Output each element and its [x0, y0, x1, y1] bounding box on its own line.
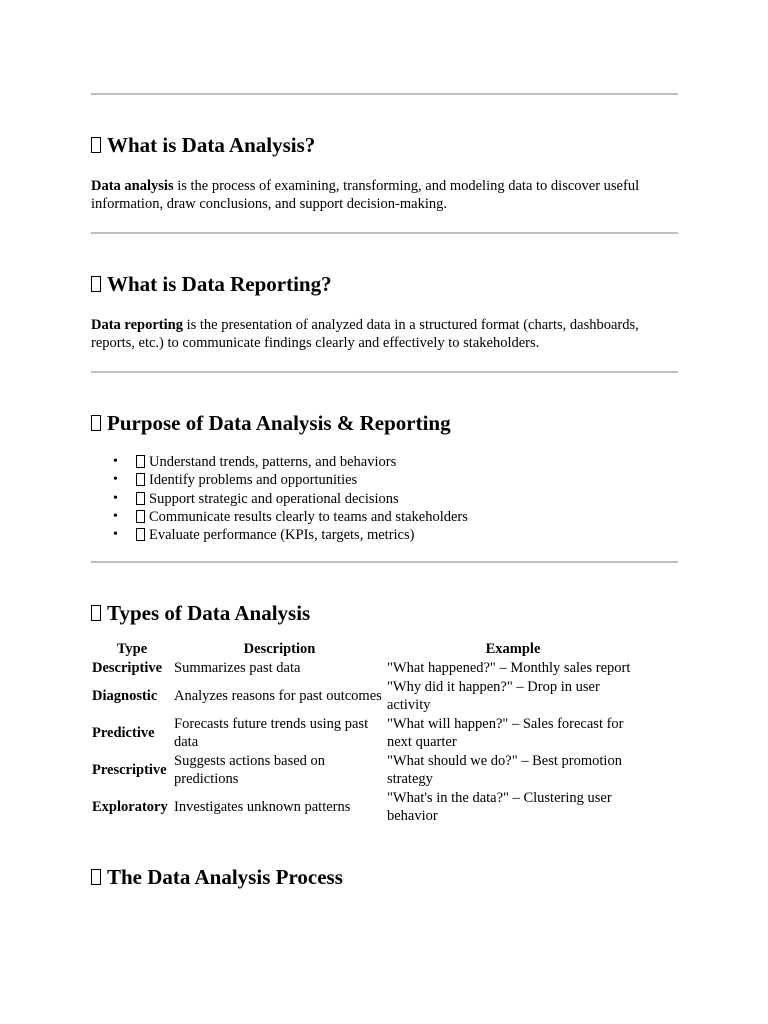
list-item: [91, 453, 678, 471]
list-item: [91, 471, 678, 489]
missing-glyph-icon: [136, 473, 145, 486]
divider: [91, 561, 678, 563]
reporting-term: Data reporting: [91, 317, 183, 333]
document-page: [91, 93, 678, 890]
description-cell: Forecasts future trends using past data: [174, 716, 369, 750]
missing-glyph-icon: [91, 869, 101, 885]
missing-glyph-icon: [91, 137, 101, 153]
table-header-row: [91, 641, 640, 659]
missing-glyph-icon: [91, 415, 101, 431]
analysis-title: What is Data Analysis?: [107, 133, 316, 157]
table-row: [91, 789, 640, 826]
list-item-text: Evaluate performance (KPIs, targets, metrics): [149, 527, 415, 544]
missing-glyph-icon: [136, 528, 145, 541]
divider: [91, 232, 678, 234]
reporting-heading: [91, 271, 678, 297]
column-header: Description: [243, 641, 316, 658]
analysis-term: Data analysis: [91, 178, 174, 194]
purpose-heading: [91, 410, 678, 436]
list-item-text: Communicate results clearly to teams and stakeholders: [149, 508, 468, 525]
reporting-text: is the presentation of analyzed data in a structured format (charts, dashboards, reports, etc.) to communicate findings clearly and effectively to stakeholders.: [91, 317, 639, 351]
list-item-text: Support strategic and operational decisions: [149, 490, 399, 507]
description-cell: Summarizes past data: [174, 659, 301, 676]
table-row: [91, 752, 640, 789]
type-cell: Diagnostic: [92, 688, 158, 705]
divider: [91, 371, 678, 373]
analysis-definition: [91, 178, 678, 213]
description-cell: Analyzes reasons for past outcomes: [174, 688, 382, 705]
example-cell: "What should we do?" – Best promotion strategy: [387, 753, 622, 787]
missing-glyph-icon: [136, 510, 145, 523]
list-item: [91, 526, 678, 544]
missing-glyph-icon: [91, 276, 101, 292]
bullet-icon: •: [113, 508, 118, 524]
table-row: [91, 659, 640, 679]
missing-glyph-icon: [136, 455, 145, 468]
list-item: [91, 490, 678, 508]
types-title: Types of Data Analysis: [107, 601, 311, 626]
table-row: [91, 678, 640, 715]
example-cell: "Why did it happen?" – Drop in user activity: [387, 679, 600, 713]
example-cell: "What will happen?" – Sales forecast for next quarter: [387, 716, 624, 750]
missing-glyph-icon: [136, 492, 145, 505]
purpose-list: [91, 453, 678, 544]
reporting-definition: [91, 317, 678, 352]
missing-glyph-icon: [91, 605, 101, 621]
bullet-icon: •: [113, 490, 118, 506]
types-table: [91, 641, 640, 826]
reporting-title: What is Data Reporting?: [107, 272, 332, 296]
type-cell: Predictive: [92, 725, 155, 742]
process-heading: [91, 864, 678, 890]
bullet-icon: •: [113, 527, 118, 543]
type-cell: Prescriptive: [92, 762, 167, 779]
list-item: [91, 508, 678, 526]
bullet-icon: •: [113, 454, 118, 469]
bullet-icon: •: [113, 472, 118, 488]
analysis-heading: [91, 132, 678, 158]
example-cell: "What's in the data?" – Clustering user behavior: [387, 790, 612, 824]
list-item-text: Identify problems and opportunities: [149, 472, 358, 489]
example-cell: "What happened?" – Monthly sales report: [387, 659, 631, 676]
process-title: The Data Analysis Process: [107, 865, 343, 890]
divider: [91, 93, 678, 95]
column-header: Type: [116, 641, 148, 658]
list-item-text: Understand trends, patterns, and behaviors: [149, 454, 397, 470]
description-cell: Investigates unknown patterns: [174, 799, 351, 816]
analysis-text: is the process of examining, transforming, and modeling data to discover useful information, draw conclusions, and support decision-making.: [91, 178, 640, 212]
purpose-title: Purpose of Data Analysis & Reporting: [107, 411, 451, 435]
column-header: Example: [485, 641, 541, 658]
types-heading: [91, 600, 678, 626]
type-cell: Exploratory: [92, 799, 168, 816]
description-cell: Suggests actions based on predictions: [174, 753, 326, 787]
table-row: [91, 715, 640, 752]
type-cell: Descriptive: [92, 659, 163, 676]
